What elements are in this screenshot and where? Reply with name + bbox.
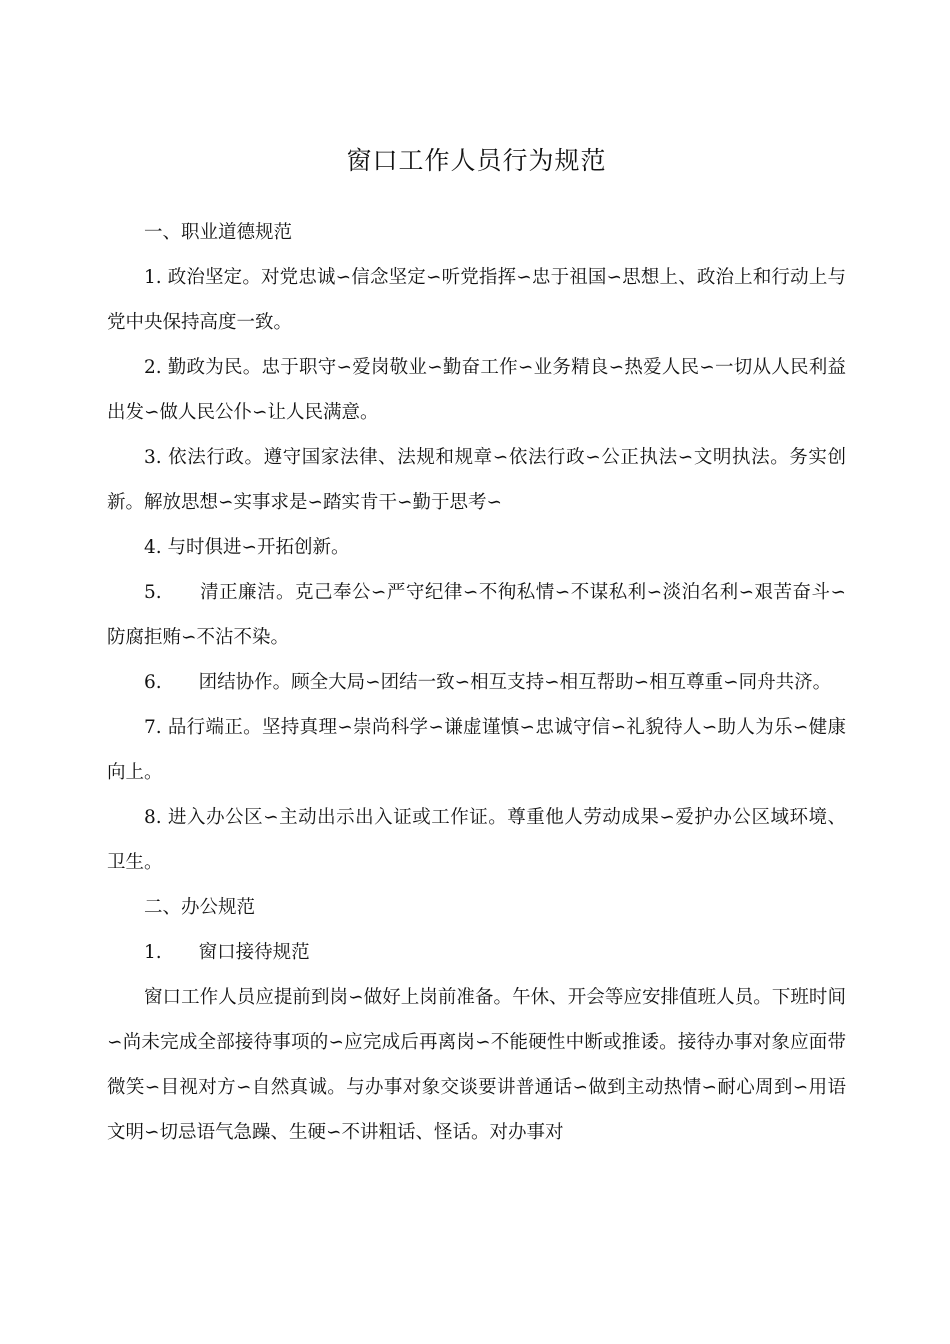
subsection-heading-reception: 1. 窗口接待规范 xyxy=(144,942,310,963)
paragraph: 1. 政治坚定。对党忠诚∽信念坚定∽听党指挥∽忠于祖国∽思想上、政治上和行动上与党中央保持高度一致。 xyxy=(107,267,846,333)
paragraph: 6. 团结协作。顾全大局∽团结一致∽相互支持∽相互帮助∽相互尊重∽同舟共济。 xyxy=(144,672,832,693)
paragraph: 4. 与时俱进∽开拓创新。 xyxy=(144,537,350,558)
paragraph: 7. 品行端正。坚持真理∽崇尚科学∽谦虚谨慎∽忠诚守信∽礼貌待人∽助人为乐∽健康向上。 xyxy=(107,717,846,783)
paragraph: 2. 勤政为民。忠于职守∽爱岗敬业∽勤奋工作∽业务精良∽热爱人民∽一切从人民利益出发∽做人民公仆∽让人民满意。 xyxy=(107,357,846,423)
paragraph: 3. 依法行政。遵守国家法律、法规和规章∽依法行政∽公正执法∽文明执法。务实创新。解放思想∽实事求是∽踏实肯干∽勤于思考∽ xyxy=(107,447,846,513)
section-heading-ethics: 一、职业道德规范 xyxy=(144,222,293,243)
paragraph: 5. 清正廉洁。克己奉公∽严守纪律∽不徇私情∽不谋私利∽淡泊名利∽艰苦奋斗∽防腐拒贿∽不沾不染。 xyxy=(107,582,846,648)
document-title: 窗口工作人员行为规范 xyxy=(346,146,607,175)
paragraph: 窗口工作人员应提前到岗∽做好上岗前准备。午休、开会等应安排值班人员。下班时间∽尚未完成全部接待事项的∽应完成后再离岗∽不能硬性中断或推诿。接待办事对象应面带微笑∽目视对方∽自然真诚。与办事对象交谈要讲普通话∽做到主动热情∽耐心周到∽用语文明∽切忌语气急躁、生硬∽不讲粗话、怪话。对办事对 xyxy=(107,987,846,1143)
paragraph: 8. 进入办公区∽主动出示出入证或工作证。尊重他人劳动成果∽爱护办公区域环境、卫生。 xyxy=(107,807,846,873)
section-heading-office: 二、办公规范 xyxy=(144,897,256,918)
